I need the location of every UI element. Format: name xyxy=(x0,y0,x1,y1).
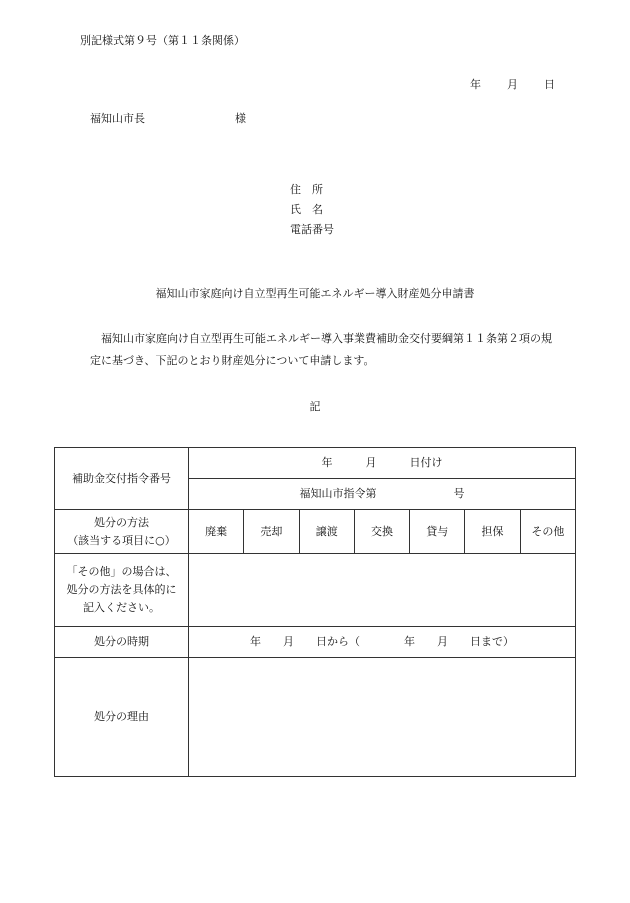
applicant-block xyxy=(290,180,334,240)
addressee-name: 福知山市長 xyxy=(90,112,145,125)
other-method-label: 「その他」の場合は、 処分の方法を具体的に 記入ください。 xyxy=(55,554,189,627)
grant-date-field: 年 月 日付け xyxy=(189,448,576,479)
method-option-other[interactable]: その他 xyxy=(520,510,575,554)
method-option-exchange[interactable]: 交換 xyxy=(354,510,409,554)
method-option-transfer[interactable]: 譲渡 xyxy=(299,510,354,554)
period-label: 処分の時期 xyxy=(55,627,189,658)
document-body: 福知山市家庭向け自立型再生可能エネルギー導入事業費補助金交付要綱第１１条第２項の規定に基づき、下記のとおり財産処分について申請します。 xyxy=(90,332,552,367)
applicant-address-label: 住 所 xyxy=(290,183,323,196)
grant-number-label: 補助金交付指令番号 xyxy=(55,448,189,510)
applicant-phone-label: 電話番号 xyxy=(290,223,334,236)
document-title: 福知山市家庭向け自立型再生可能エネルギー導入財産処分申請書 xyxy=(155,287,475,300)
grant-number-field: 福知山市指令第 号 xyxy=(189,479,576,510)
date-month: 月 xyxy=(507,78,518,91)
applicant-name-label: 氏 名 xyxy=(290,203,323,216)
date-line xyxy=(470,76,555,92)
form-number: 別記様式第９号（第１１条関係） xyxy=(80,34,245,47)
method-option-collateral[interactable]: 担保 xyxy=(465,510,520,554)
ki-heading: 記 xyxy=(309,400,321,413)
date-day: 日 xyxy=(544,78,555,91)
method-option-disposal[interactable]: 廃棄 xyxy=(189,510,244,554)
method-option-lending[interactable]: 貸与 xyxy=(410,510,465,554)
period-field[interactable]: 年 月 日から（ 年 月 日まで） xyxy=(189,627,576,658)
method-option-sale[interactable]: 売却 xyxy=(244,510,299,554)
method-label: 処分の方法 （該当する項目に○） xyxy=(55,510,189,554)
addressee-honorific: 様 xyxy=(235,112,246,125)
reason-label: 処分の理由 xyxy=(55,658,189,777)
application-table xyxy=(54,447,576,777)
addressee xyxy=(90,110,246,126)
reason-field[interactable] xyxy=(189,658,576,777)
other-method-field[interactable] xyxy=(189,554,576,627)
date-year: 年 xyxy=(470,78,481,91)
